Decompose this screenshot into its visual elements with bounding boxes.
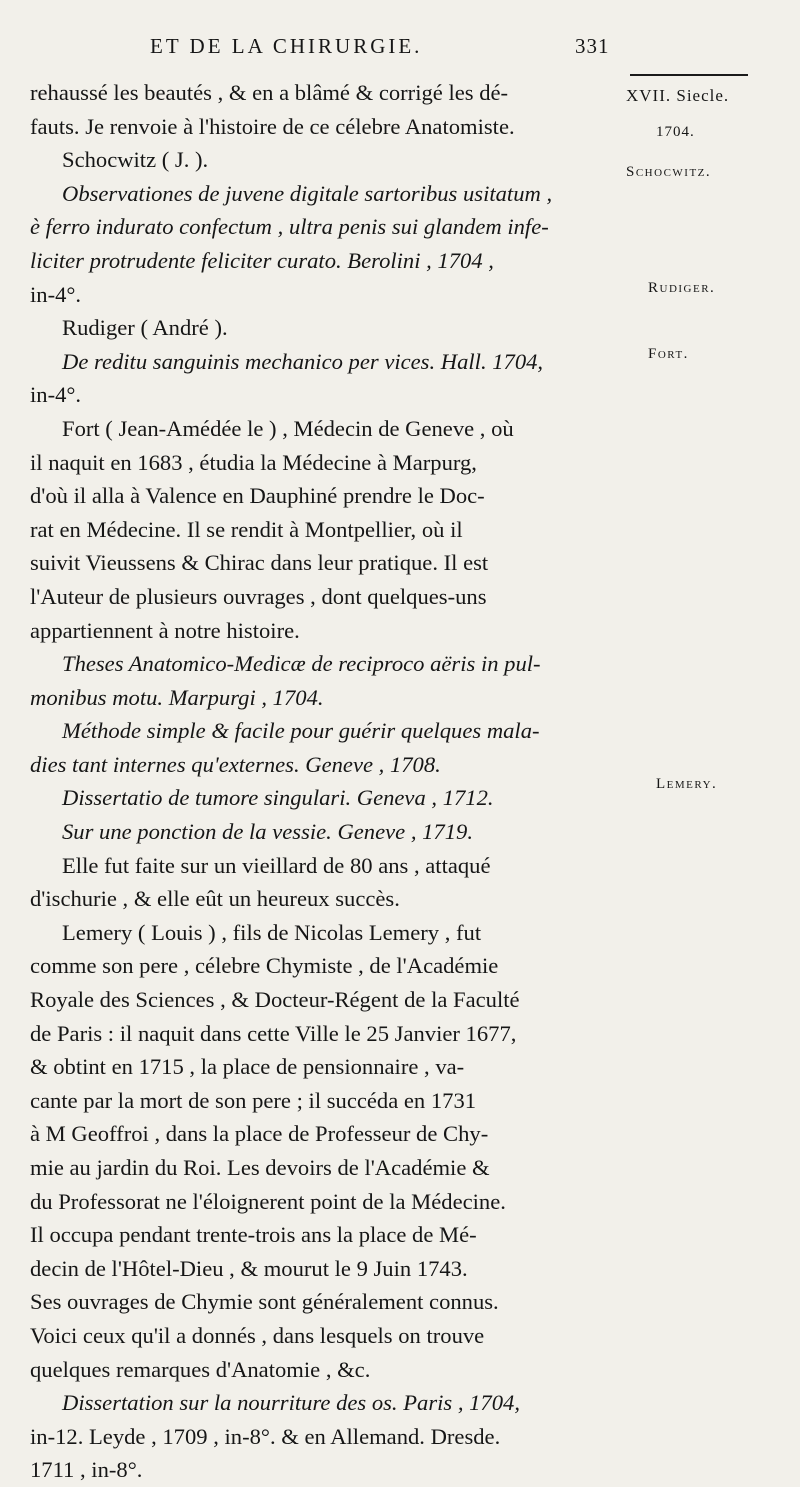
entry-fort-note: Elle fut faite sur un vieillard de 80 ans , attaqué d'ischurie , & elle eût un heureux succès. [30, 852, 491, 912]
entry-rudiger-format: in-4°. [30, 382, 82, 408]
entry-fort-work-theses: Theses Anatomico-Medicæ de reciproco aëris in pul- monibus motu. Marpurgi , 1704. [30, 651, 541, 710]
entry-fort-work-dissertatio: Dissertatio de tumore singulari. Geneva , 1712. [62, 785, 494, 811]
entry-rudiger-name: Rudiger ( André ). [62, 315, 228, 341]
entry-schocwitz-work: Observationes de juvene digitale sartoribus usitatum , è ferro indurato confectum , ultra penis sui glandem infe- liciter protrudente feliciter curato. Berolini , 1704 , [30, 180, 553, 273]
entry-rudiger-work: De reditu sanguinis mechanico per vices. Hall. 1704, [62, 348, 544, 374]
margin-name-fort: Fort. [648, 346, 689, 362]
margin-name-rudiger: Rudiger. [648, 280, 716, 296]
entry-fort-work-methode: Méthode simple & facile pour guérir quelques mala- dies tant internes qu'externes. Geneve , 1708. [30, 718, 540, 777]
entry-lemery-work: Dissertation sur la nourriture des os. Paris , 1704, in-12. Leyde , 1709 , in-8°. & en Allemand. Dresde. 1711 , in-8°. [30, 1390, 520, 1483]
main-text [30, 76, 630, 1487]
page-number: 331 [575, 34, 610, 58]
margin-name-lemery: Lemery. [656, 776, 718, 792]
paragraph-intro: rehaussé les beautés , & en a blâmé & corrigé les dé- fauts. Je renvoie à l'histoire de ce célebre Anatomiste. [30, 80, 515, 139]
entry-schocwitz-format: in-4°. [30, 281, 82, 307]
running-head-title: ET DE LA CHIRURGIE. [150, 34, 423, 58]
entry-lemery-biography: Lemery ( Louis ) , fils de Nicolas Lemery , fut comme son pere , célebre Chymiste , de l'Académie Royale des Sciences , & Docteur-Régent de la Faculté de Paris : il naquit dans cette Ville le 25 Janvier 1677, & obtint en 1715 , la place de pensionnaire , va- cante par la mort de son pere ; il succéda en 1731 à M Geoffroi , dans la place de Professeur de Chy- mie au jardin du Roi. Les devoirs de l'Académie & du Professorat ne l'éloignerent point de la Médecine. Il occupa pendant trente-trois ans la place de Mé- decin de l'Hôtel-Dieu , & mourut le 9 Juin 1743. Ses ouvrages de Chymie sont généralement connus. Voici ceux qu'il a donnés , dans lesquels on trouve quelques remarques d'Anatomie , &c. [30, 919, 520, 1382]
margin-century: XVII. Siecle. [626, 86, 730, 105]
entry-fort-biography: Fort ( Jean-Amédée le ) , Médecin de Geneve , où il naquit en 1683 , étudia la Médecine à Marpurg, d'où il alla à Valence en Dauphiné prendre le Doc- rat en Médecine. Il se rendit à Montpellier, où il suivit Vieussens & Chirac dans leur pratique. Il est l'Auteur de plusieurs ouvrages , dont quelques-uns appartiennent à notre histoire. [30, 415, 514, 643]
margin-rule [630, 74, 748, 76]
entry-schocwitz-name: Schocwitz ( J. ). [62, 147, 209, 173]
margin-year: 1704. [656, 124, 695, 140]
entry-fort-work-ponction: Sur une ponction de la vessie. Geneve , 1719. [62, 819, 473, 845]
margin-name-schocwitz: Schocwitz. [626, 164, 712, 180]
